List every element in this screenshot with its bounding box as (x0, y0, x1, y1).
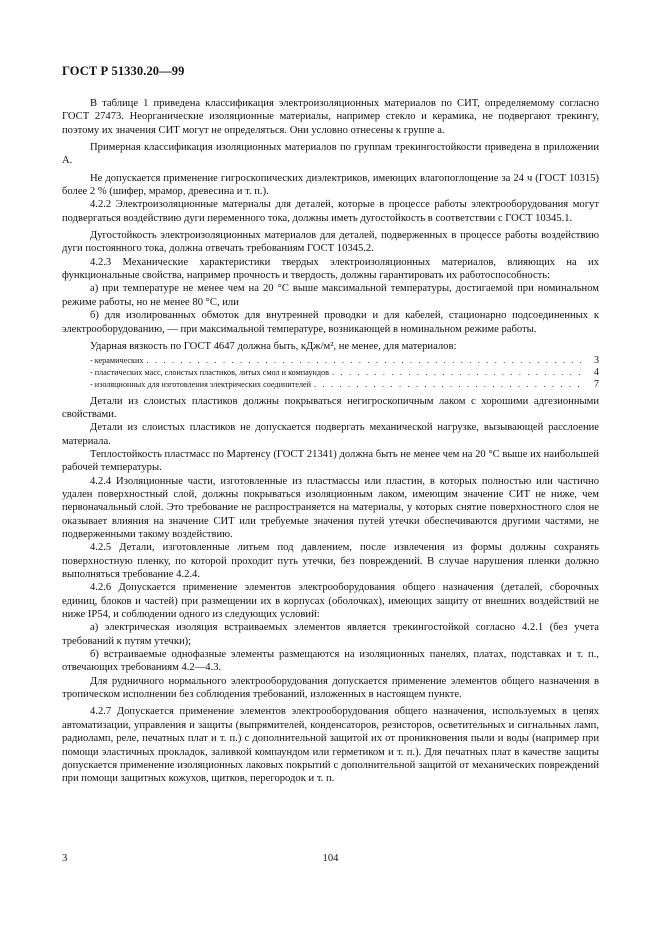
paragraph: В таблице 1 приведена классификация электроизоляционных материалов по СИТ, определяемому согласно ГОСТ 27473. Неорганические изоляционные материалы, например стекло и керамика, не подвергают трекингу, поэтому их значения СИТ могут не определяться. Они условно отнесены к группе a. (62, 98, 599, 136)
paragraph: б) для изолированных обмоток для внутренней проводки и для кабелей, стационарно подсоединенных к электрооборудованию, — при максимальной температуре, возникающей в номинальном режиме работы. (62, 310, 599, 335)
paragraph: а) при температуре не менее чем на 20 °С выше максимальной температуры, достигаемой при номинальном режиме работы, но не менее 80 °С, или (62, 283, 599, 308)
list-item (90, 355, 599, 367)
page-section-number: 3 (62, 853, 68, 864)
paragraph: Не допускается применение гигроскопических диэлектриков, имеющих влагопоглощение за 24 ч (ГОСТ 10315) более 2 % (шифер, мрамор, древесина и т. п.). (62, 172, 599, 198)
list-item (90, 367, 599, 379)
document-body (62, 97, 599, 786)
list-item (90, 379, 599, 391)
list-item-label: - изоляционных для изготовления электрических соединителей (90, 379, 312, 389)
paragraph: Детали из слоистых пластиков не допускается подвергать механической нагрузке, вызывающей расслоение материала. (62, 422, 599, 447)
paragraph: Примерная классификация изоляционных материалов по группам трекингостойкости приведена в приложении А. (62, 142, 599, 167)
document-header: ГОСТ Р 51330.20—99 (62, 64, 185, 78)
paragraph: Детали из слоистых пластиков должны покрываться негигроскопичным лаком с хорошими адгезионными свойствами. (62, 395, 599, 420)
dot-leader (314, 379, 586, 391)
list-item-label: - пластических масс, слоистых пластиков, литых смол и компаундов (90, 367, 329, 377)
paragraph: Ударная вязкость по ГОСТ 4647 должна быть, кДж/м², не менее, для материалов: (90, 340, 457, 352)
paragraph: Дугостойкость электроизоляционных материалов для деталей, подверженных в процессе работы воздействию дуги постоянного тока, должна отвечать требованиям ГОСТ 10345.2. (62, 230, 599, 255)
paragraph: Для рудничного нормального электрооборудования допускается применение элементов общего назначения в тропическом исполнении без соблюдения требований, изложенных в настоящем пункте. (62, 675, 599, 701)
list-item-value: 3 (594, 355, 599, 367)
paragraph: б) встраиваемые однофазные элементы размещаются на изоляционных панелях, платах, подставках и т. п., отвечающих требованиям 4.2—4.3. (62, 649, 599, 674)
dot-leader (332, 367, 586, 379)
paragraph: а) электрическая изоляция встраиваемых элементов является трекингостойкой согласно 4.2.1 (без учета требований к путям утечки); (62, 622, 599, 647)
paragraph: 4.2.4 Изоляционные части, изготовленные из пластмассы или пластин, в которых полностью или частично удален поверхностный слой, должны покрываться изоляционным лаком, имеющим значение СИТ не ниже, чем первоначальный слой. Это требование не распространяется на материалы, у которых снятие поверхностного слоя не оказывает влияния на значение СИТ или требуемые значения путей утечки обеспечиваются другими частями, не подверженными такому воздействию. (62, 475, 599, 541)
paragraph: 4.2.2 Электроизоляционные материалы для деталей, которые в процессе работы электрооборудования могут подвергаться воздействию дуги переменного тока, должны иметь дугостойкость в соответствии с ГОСТ 10345.1. (62, 199, 599, 224)
paragraph: Теплостойкость пластмасс по Мартенсу (ГОСТ 21341) должна быть не менее чем на 20 °С выше их наибольшей рабочей температуры. (62, 448, 599, 474)
dot-leader (147, 355, 586, 367)
paragraph: 4.2.7 Допускается применение элементов электрооборудования общего назначения, используемых в цепях автоматизации, управления и защиты (выпрямителей, конденсаторов, резисторов, осветительных и сигнальных ламп, радиоламп, реле, печатных плат и т. п.) с дополнительной защитой их от проникновения пыли и воды (например при помощи эластичных прокладок, заливкой компаундом или герметиком и т. п.). Для печатных плат в качестве защиты допускается применение изоляционных лаковых покрытий с дополнительной защитой от механических повреждений при помощи защитных кожухов, щитков, перегородок и т. п. (62, 706, 599, 785)
list-item-label: - керамических (90, 356, 144, 366)
paragraph: 4.2.5 Детали, изготовленные литьем под давлением, после извлечения из формы должны сохранять поверхностную пленку, по которой проходит путь утечки, без повреждений. В случае нарушения пленки должно выполняться требование 4.2.4. (62, 542, 599, 581)
paragraph: 4.2.6 Допускается применение элементов электрооборудования общего назначения (деталей, сборочных единиц, блоков и частей) при размещении их в корпусах (оболочках), имеющих защиту от внешних воздействий не ниже IP54, и соблюдении одного из следующих условий: (62, 582, 599, 621)
paragraph: 4.2.3 Механические характеристики твердых электроизоляционных материалов, влияющих на их функциональные свойства, например прочность и твердость, должны гарантировать их работоспособность: (62, 256, 599, 282)
list-item-value: 7 (594, 378, 599, 390)
page-number: 104 (322, 853, 339, 864)
impact-strength-list (90, 355, 599, 390)
list-item-value: 4 (594, 366, 599, 378)
